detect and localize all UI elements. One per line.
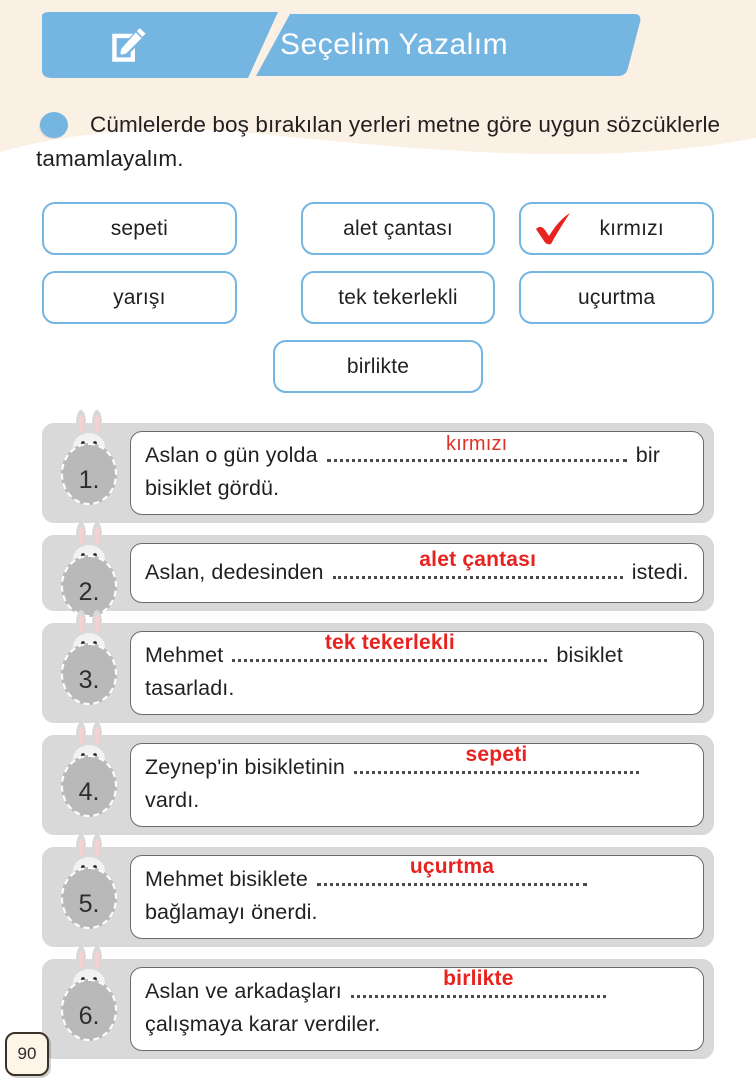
sentence-card[interactable] [130, 543, 704, 603]
bunny-number-badge [58, 721, 120, 825]
sentence-after: vardı. [145, 788, 200, 812]
sentence-before: Aslan o gün yolda [145, 443, 318, 467]
word-chip-tek-tekerlekli[interactable] [301, 271, 496, 324]
sentence-card[interactable] [130, 431, 704, 515]
page-header [42, 12, 642, 78]
sentence-card[interactable] [130, 967, 704, 1051]
word-chip-kirmizi[interactable] [519, 202, 714, 255]
sentence-row [42, 423, 714, 523]
answer-blank[interactable] [327, 433, 627, 462]
word-chip-ucurtma[interactable] [519, 271, 714, 324]
instruction-block [36, 108, 736, 176]
word-chip-label: birlikte [346, 354, 410, 378]
word-chip-label: sepeti [110, 216, 168, 240]
page-number: 90 [5, 1032, 49, 1076]
word-bank-row [0, 340, 756, 393]
sentence-list [0, 423, 756, 1071]
word-bank-row [0, 202, 756, 255]
sentence-card[interactable] [130, 743, 704, 827]
word-bank-row [0, 271, 756, 324]
word-chip-birlikte[interactable] [273, 340, 483, 393]
sentence-number: 1. [61, 443, 117, 505]
bullet-dot-icon [40, 112, 68, 138]
sentence-row [42, 623, 714, 723]
sentence-text [145, 967, 689, 1041]
sentence-before: Mehmet bisiklete [145, 867, 308, 891]
sentence-row [42, 535, 714, 611]
answer-text: tek tekerlekli [324, 631, 455, 654]
page-title: Seçelim Yazalım [280, 28, 509, 61]
answer-blank[interactable] [317, 855, 587, 886]
word-chip-label: alet çantası [343, 216, 453, 240]
sentence-number: 5. [61, 867, 117, 929]
word-bank [0, 202, 756, 409]
instruction-text: Cümlelerde boş bırakılan yerleri metne göre uygun sözcüklerle tamamlayalım. [36, 112, 721, 171]
sentence-before: Zeynep'in bisikletinin [145, 755, 345, 779]
word-chip-label: uçurtma [578, 285, 656, 309]
sentence-number: 6. [61, 979, 117, 1041]
sentence-after: bağlamayı önerdi. [145, 900, 318, 924]
sentence-text [145, 433, 689, 505]
sentence-row [42, 847, 714, 947]
sentence-card[interactable] [130, 855, 704, 939]
sentence-number: 4. [61, 755, 117, 817]
sentence-row [42, 959, 714, 1059]
edit-pencil-icon [107, 25, 149, 67]
sentence-number: 2. [61, 555, 117, 617]
sentence-card[interactable] [130, 631, 704, 715]
red-checkmark-icon [533, 212, 575, 246]
word-chip-label: tek tekerlekli [338, 285, 458, 309]
word-chip-sepeti[interactable] [42, 202, 237, 255]
word-chip-label: kırmızı [599, 216, 664, 240]
sentence-number: 3. [61, 643, 117, 705]
sentence-after: istedi. [631, 559, 689, 584]
sentence-row [42, 735, 714, 835]
word-chip-label: yarışı [113, 285, 166, 309]
word-chip-alet-cantasi[interactable] [301, 202, 496, 255]
sentence-text [145, 631, 689, 705]
sentence-after: bir bisiklet gördü. [145, 443, 660, 500]
answer-text: birlikte [443, 967, 514, 990]
bunny-number-badge [58, 609, 120, 713]
answer-text: uçurtma [409, 855, 495, 878]
bunny-number-badge [58, 945, 120, 1049]
sentence-text [145, 743, 689, 817]
sentence-before: Aslan, dedesinden [145, 559, 324, 584]
sentence-after: bisiklet tasarladı. [145, 643, 623, 700]
sentence-before: Mehmet [145, 643, 224, 667]
sentence-after: çalışmaya karar verdiler. [145, 1012, 381, 1036]
sentence-before: Aslan ve arkadaşları [145, 979, 342, 1003]
sentence-text [145, 855, 689, 929]
answer-blank[interactable] [351, 967, 606, 998]
answer-blank[interactable] [354, 743, 639, 774]
answer-text: alet çantası [419, 547, 537, 571]
answer-text: kırmızı [446, 433, 508, 455]
answer-blank[interactable] [232, 631, 547, 662]
bunny-number-badge [58, 409, 120, 513]
sentence-text [145, 547, 689, 589]
answer-text: sepeti [465, 743, 528, 766]
answer-blank[interactable] [333, 547, 623, 579]
bunny-number-badge [58, 833, 120, 937]
word-chip-yarisi[interactable] [42, 271, 237, 324]
